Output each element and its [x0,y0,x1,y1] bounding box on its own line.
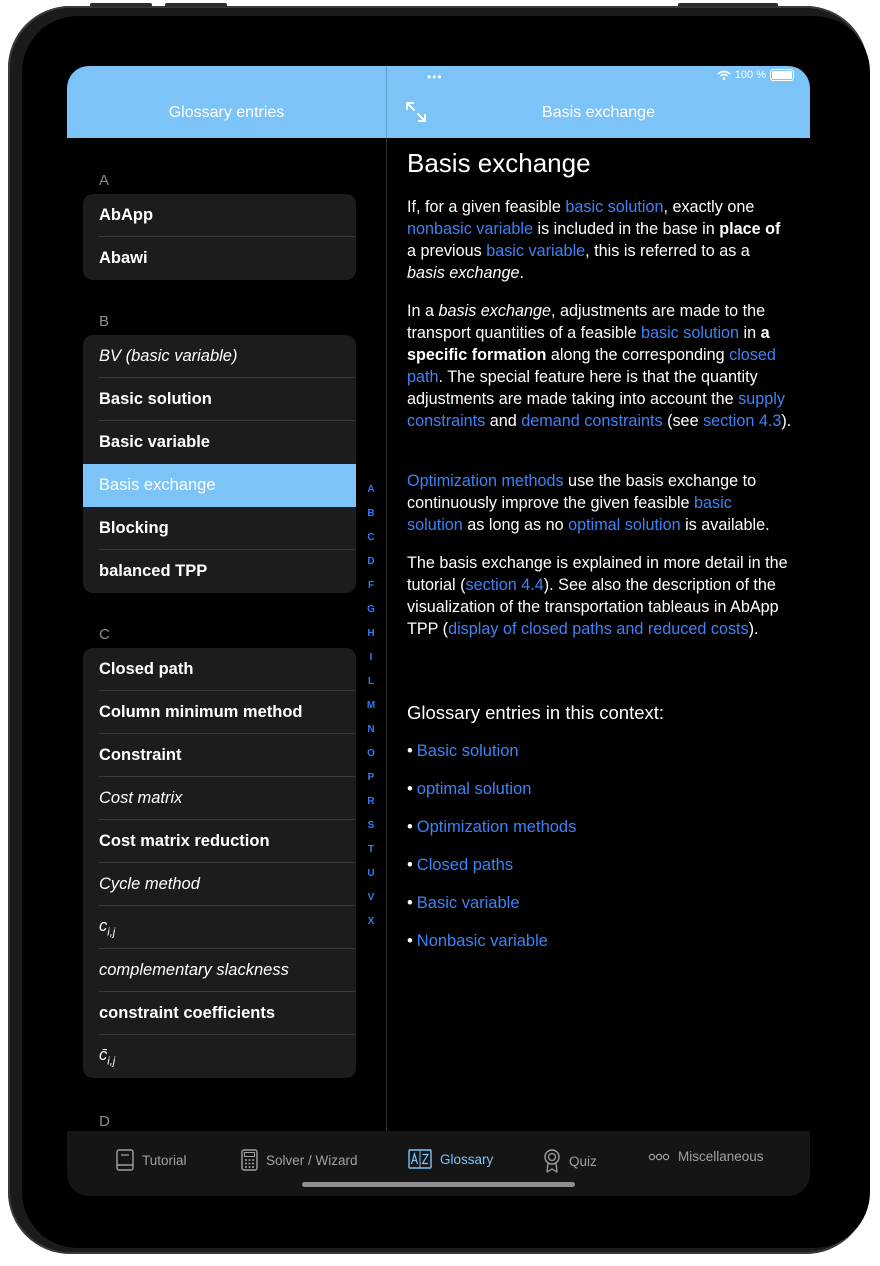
list-item-label: Cost matrix reduction [99,832,270,850]
link[interactable]: basic solution [640,324,740,342]
section-group [83,194,356,280]
math-subscript: i,j [107,926,116,939]
text: as long as no [462,516,569,534]
bold-text: place of [719,220,781,238]
link[interactable]: basic variable [486,242,586,260]
tab-miscellaneous[interactable] [648,1149,764,1164]
context-list-item [407,932,548,951]
text: , exactly one [663,198,755,216]
bold-text: a specific formation [407,324,770,364]
link[interactable]: basic solution [407,494,732,534]
section-header: A [99,172,110,189]
medal-icon [543,1149,561,1173]
index-letter[interactable]: X [367,916,375,927]
context-link[interactable]: Optimization methods [416,818,577,836]
math-symbol: c̄ [99,1045,108,1064]
battery-icon [770,69,794,81]
math-symbol: c [99,916,108,935]
navigation-header [67,66,810,138]
list-item[interactable] [83,777,356,820]
text: The basis exchange is explained in more detail in the tutorial ( [407,554,788,594]
article [407,138,797,1131]
text: If, for a given feasible [407,198,566,216]
text: . The special feature here is that the quantity adjustments are made taking into account the [407,368,758,408]
index-letter[interactable]: N [367,724,375,735]
text: is included in the base in [532,220,720,238]
index-letter[interactable]: F [367,580,375,591]
tab-quiz[interactable] [543,1149,597,1173]
bullet: • [407,780,413,798]
home-indicator[interactable] [302,1182,575,1187]
index-letter[interactable]: M [366,700,376,711]
text: a previous [407,242,487,260]
text: ). [781,412,792,430]
list-item-label: constraint coefficients [99,1004,276,1022]
context-link[interactable]: Nonbasic variable [416,932,548,950]
battery-percentage: 100 % [734,69,766,81]
context-link[interactable]: Basic variable [416,894,520,912]
italic-text: basis exchange [438,302,551,320]
section-group [83,335,356,593]
header-divider [386,66,387,138]
tab-label: Quiz [569,1153,597,1169]
bullet: • [407,818,413,836]
index-letter[interactable]: V [367,892,375,903]
list-item[interactable] [83,906,356,949]
article-paragraph [407,300,792,432]
glossary-az-icon [408,1149,432,1169]
list-item[interactable] [83,550,356,593]
list-item[interactable] [83,734,356,777]
wifi-icon [717,70,731,80]
context-list-item [407,818,576,837]
tab-label: Miscellaneous [678,1149,764,1164]
list-item-label [99,917,115,938]
index-letter[interactable]: P [367,772,375,783]
bullet: • [407,742,413,760]
list-item-label: Cost matrix [99,789,183,807]
context-heading: Glossary entries in this context: [407,702,665,723]
text: (see [662,412,704,430]
screen [67,66,810,1196]
link[interactable]: optimal solution [568,516,681,534]
text: . [519,264,524,282]
index-letter[interactable]: H [367,628,375,639]
sidebar-title: Glossary entries [168,104,285,121]
context-link[interactable]: optimal solution [416,780,532,798]
article-paragraph [407,552,792,640]
text: In a [407,302,439,320]
link[interactable]: demand constraints [521,412,663,430]
list-item-label: Basis exchange [99,476,216,494]
index-letter[interactable]: D [367,556,375,567]
index-letter[interactable]: U [367,868,375,879]
tab-solver[interactable] [241,1149,358,1171]
math-subscript: i,j [107,1055,116,1068]
context-list-item [407,780,531,799]
section-header: B [99,313,110,330]
link[interactable]: closed path [407,346,776,386]
list-item-label: AbApp [99,206,154,224]
list-item[interactable] [83,820,356,863]
list-item[interactable] [83,194,356,237]
article-paragraph [407,196,792,284]
glossary-list [67,138,386,1131]
index-letter[interactable]: S [367,820,375,831]
section-header: C [99,626,110,643]
index-letter[interactable]: A [367,484,375,495]
list-item-label: Column minimum method [99,703,303,721]
index-letter[interactable]: G [367,604,375,615]
bullet: • [407,932,413,950]
text: , adjustments are made to the transport quantities of a feasible [407,302,766,342]
index-letter[interactable]: L [367,676,375,687]
list-item[interactable] [83,691,356,734]
index-letter[interactable]: O [367,748,375,759]
italic-text: basis exchange [407,264,520,282]
list-item-label: Cycle method [99,875,200,893]
tab-glossary[interactable] [408,1149,493,1169]
section-index[interactable] [363,484,379,940]
list-item[interactable] [83,949,356,992]
article-title: Basis exchange [407,148,591,178]
index-letter[interactable]: I [369,652,373,663]
tab-label: Solver / Wizard [266,1152,358,1168]
list-item-label: complementary slackness [99,961,289,979]
list-item-label: Closed path [99,660,194,678]
hardware-button [165,3,227,7]
context-list-item [407,742,519,761]
index-letter[interactable]: T [367,844,375,855]
index-letter[interactable]: R [367,796,375,807]
link[interactable]: section 4.3 [703,412,782,430]
text: ). See also the description of the visualization of the transportation tableaus in AbApp TPP ( [407,576,779,638]
pane-divider [386,138,387,1131]
more-dots-icon [648,1153,670,1161]
list-item-label: Basic variable [99,433,210,451]
section-header: D [99,1113,110,1130]
list-item-label [99,1046,115,1067]
calculator-icon [241,1149,258,1171]
bullet: • [407,894,413,912]
text: ). [748,620,759,638]
section-group [83,648,356,1078]
list-item-label: Constraint [99,746,182,764]
list-item-selected[interactable] [83,464,356,507]
list-item[interactable] [83,421,356,464]
detail-title: Basis exchange [542,104,655,121]
text: along the corresponding [546,346,730,364]
hardware-button [678,3,778,7]
text: , this is referred to as a [585,242,750,260]
text: is available. [680,516,770,534]
link[interactable]: basic solution [565,198,664,216]
list-item-label: Basic solution [99,390,212,408]
list-item[interactable] [83,507,356,550]
link[interactable]: section 4.4 [465,576,544,594]
hardware-button [90,3,152,7]
multitasking-dots-icon[interactable]: ••• [427,70,443,84]
context-list-item [407,856,513,875]
list-item-label: BV (basic variable) [99,347,238,365]
status-bar [717,69,794,81]
context-list-item [407,894,520,913]
link[interactable]: display of closed paths and reduced costs [448,620,749,638]
list-item[interactable] [83,378,356,421]
list-item[interactable] [83,237,356,280]
index-letter[interactable]: B [367,508,375,519]
text: and [485,412,522,430]
link[interactable]: nonbasic variable [407,220,533,238]
list-item[interactable] [83,335,356,378]
list-item-label: balanced TPP [99,562,208,580]
list-item[interactable] [83,1035,356,1078]
text: use the basis exchange to continuously improve the given feasible [407,472,757,512]
article-paragraph [407,470,792,536]
link[interactable]: Optimization methods [407,472,564,490]
list-item[interactable] [83,648,356,691]
list-item[interactable] [83,863,356,906]
list-item-label: Blocking [99,519,169,537]
context-link[interactable]: Closed paths [416,856,514,874]
index-letter[interactable]: C [367,532,375,543]
tab-label: Glossary [440,1151,494,1167]
link[interactable]: supply constraints [407,390,785,430]
context-link[interactable]: Basic solution [416,742,519,760]
book-icon [116,1149,134,1171]
list-item[interactable] [83,992,356,1035]
tab-tutorial[interactable] [116,1149,187,1171]
bullet: • [407,856,413,874]
list-item-label: Abawi [99,249,148,267]
tab-label: Tutorial [142,1152,187,1168]
text: in [739,324,761,342]
